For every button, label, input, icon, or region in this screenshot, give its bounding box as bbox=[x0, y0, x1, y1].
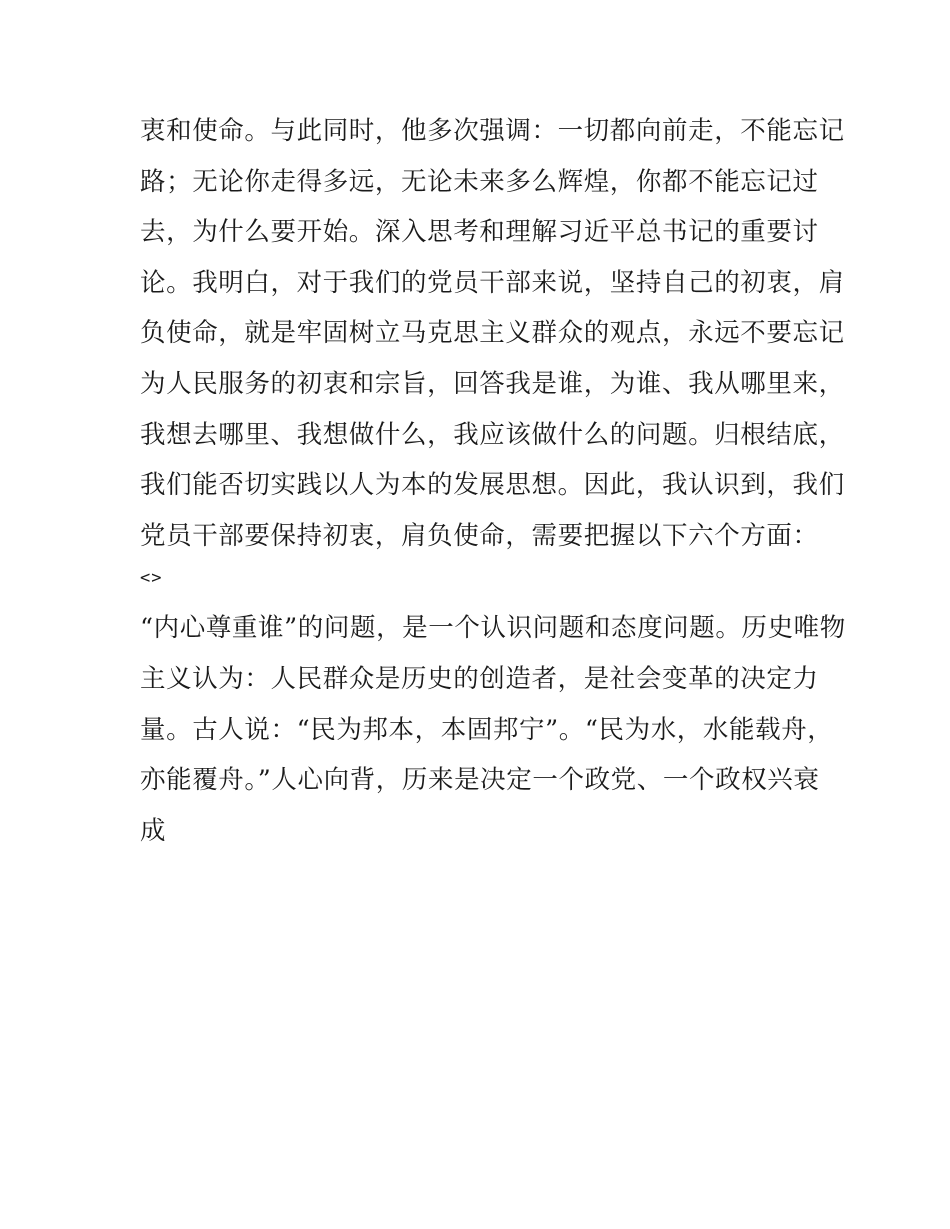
paragraph-line: 量。古人说：“民为邦本，本固邦宁”。“民为水，水能载舟， bbox=[140, 714, 834, 745]
paragraph-line: 主义认为：人民群众是历史的创造者，是社会变革的决定力 bbox=[140, 663, 819, 694]
paragraph-line: 成 bbox=[140, 816, 167, 847]
paragraph-line: 党员干部要保持初衷，肩负使命，需要把握以下六个方面： bbox=[140, 520, 819, 551]
paragraph-line: 衷和使命。与此同时，他多次强调：一切都向前走，不能忘记 bbox=[140, 116, 845, 146]
paragraph-line: 论。我明白，对于我们的党员干部来说，坚持自己的初衷，肩 bbox=[140, 267, 845, 298]
paragraph-line: 我们能否切实践以人为本的发展思想。因此，我认识到，我们 bbox=[140, 470, 845, 501]
paragraph-line: 亦能覆舟。”人心向背，历来是决定一个政党、一个政权兴衰 bbox=[140, 765, 820, 796]
paragraph-1 bbox=[140, 114, 845, 569]
paragraph-line: 去，为什么要开始。深入思考和理解习近平总书记的重要讨 bbox=[140, 217, 819, 248]
paragraph-line: 我想去哪里、我想做什么，我应该做什么的问题。归根结底， bbox=[140, 419, 845, 450]
paragraph-line: 为人民服务的初衷和宗旨，回答我是谁，为谁、我从哪里来， bbox=[140, 368, 845, 399]
paragraph-2 bbox=[140, 611, 846, 865]
paragraph-line: “内心尊重谁”的问题，是一个认识问题和态度问题。历史唯物 bbox=[140, 613, 846, 643]
paragraph-line: 路；无论你走得多远，无论未来多么辉煌，你都不能忘记过 bbox=[140, 166, 819, 197]
paragraph-line: 负使命，就是牢固树立马克思主义群众的观点，永远不要忘记 bbox=[140, 318, 845, 349]
section-marker: <> bbox=[140, 568, 163, 588]
